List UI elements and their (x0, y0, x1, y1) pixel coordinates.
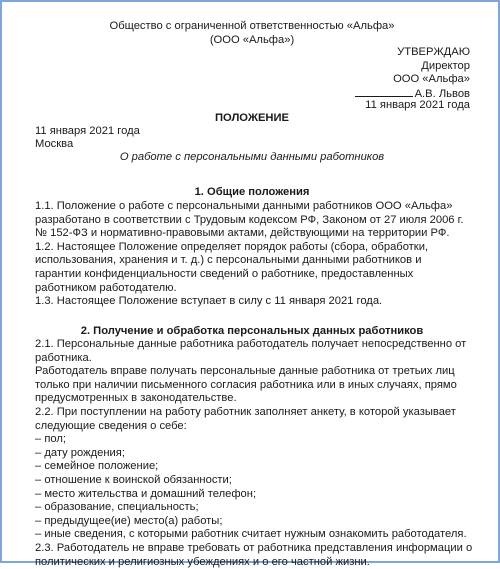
list-item: – образование, специальность; (35, 501, 485, 515)
section2-heading: 2. Получение и обработка персональных данных работников (2, 325, 500, 339)
paragraph-line: 2.2. При поступлении на работу работник заполняет анкету, в которой указывает (35, 406, 485, 420)
document-title: ПОЛОЖЕНИЕ (2, 112, 500, 126)
paragraph-line: № 152-ФЗ и нормативно-правовыми актами, действующими на территории РФ. (35, 227, 485, 241)
paragraph-line: 1.1. Положение о работе с персональными данными работников ООО «Альфа» (35, 200, 485, 214)
list-item: – место жительства и домашний телефон; (35, 488, 485, 502)
paragraph-line: политических и религиозных убеждениях и о его частной жизни. (35, 556, 485, 569)
list-item: – отношение к воинской обязанности; (35, 474, 485, 488)
paragraph-line: использования, хранения и т. д.) с персональными данными работников и (35, 254, 485, 268)
document-subject: О работе с персональными данными работников (2, 151, 500, 165)
approval-position: Директор (421, 60, 470, 74)
paragraph-line: работника. (35, 352, 485, 366)
list-item: – предыдущее(ие) место(а) работы; (35, 515, 485, 529)
signature-line (355, 86, 413, 97)
section1-heading: 1. Общие положения (2, 186, 500, 200)
org-short-name: (ООО «Альфа») (2, 34, 500, 48)
paragraph-line: Работодатель вправе получать персональные данные работника от третьих лиц (35, 365, 485, 379)
paragraph-line: только при наличии письменного согласия работника или в иных случаях, прямо (35, 379, 485, 393)
approval-date: 11 января 2021 года (365, 99, 470, 113)
org-name: Общество с ограниченной ответственностью «Альфа» (2, 20, 500, 34)
section2-body (35, 338, 485, 569)
paragraph-line: 1.3. Настоящее Положение вступает в силу с 11 января 2021 года. (35, 295, 485, 309)
approval-company: ООО «Альфа» (393, 73, 470, 87)
approval-approve: УТВЕРЖДАЮ (397, 46, 470, 60)
paragraph-line: гарантии конфиденциальности сведений о работнике, предоставленных (35, 268, 485, 282)
paragraph-line: 2.1. Персональные данные работника работодатель получает непосредственно от (35, 338, 485, 352)
list-item: – иные сведения, с которыми работник считает нужным ознакомить работодателя. (35, 528, 485, 542)
paragraph-line: предусмотренных в законодательстве. (35, 392, 485, 406)
list-item: – дату рождения; (35, 447, 485, 461)
list-item: – пол; (35, 433, 485, 447)
section1-body (35, 200, 485, 309)
paragraph-line: следующие сведения о себе: (35, 420, 485, 434)
paragraph-line: работником работодателю. (35, 282, 485, 296)
approval-signer: А.В. Львов (415, 88, 470, 100)
document-date: 11 января 2021 года (35, 125, 140, 139)
paragraph-line: 2.3. Работодатель не вправе требовать от работника представления информации о (35, 542, 485, 556)
paragraph-line: 1.2. Настоящее Положение определяет порядок работы (сбора, обработки, (35, 241, 485, 255)
paragraph-line: разработано в соответствии с Трудовым кодексом РФ, Законом от 27 июля 2006 г. (35, 214, 485, 228)
document-city: Москва (35, 138, 73, 152)
list-item: – семейное положение; (35, 460, 485, 474)
